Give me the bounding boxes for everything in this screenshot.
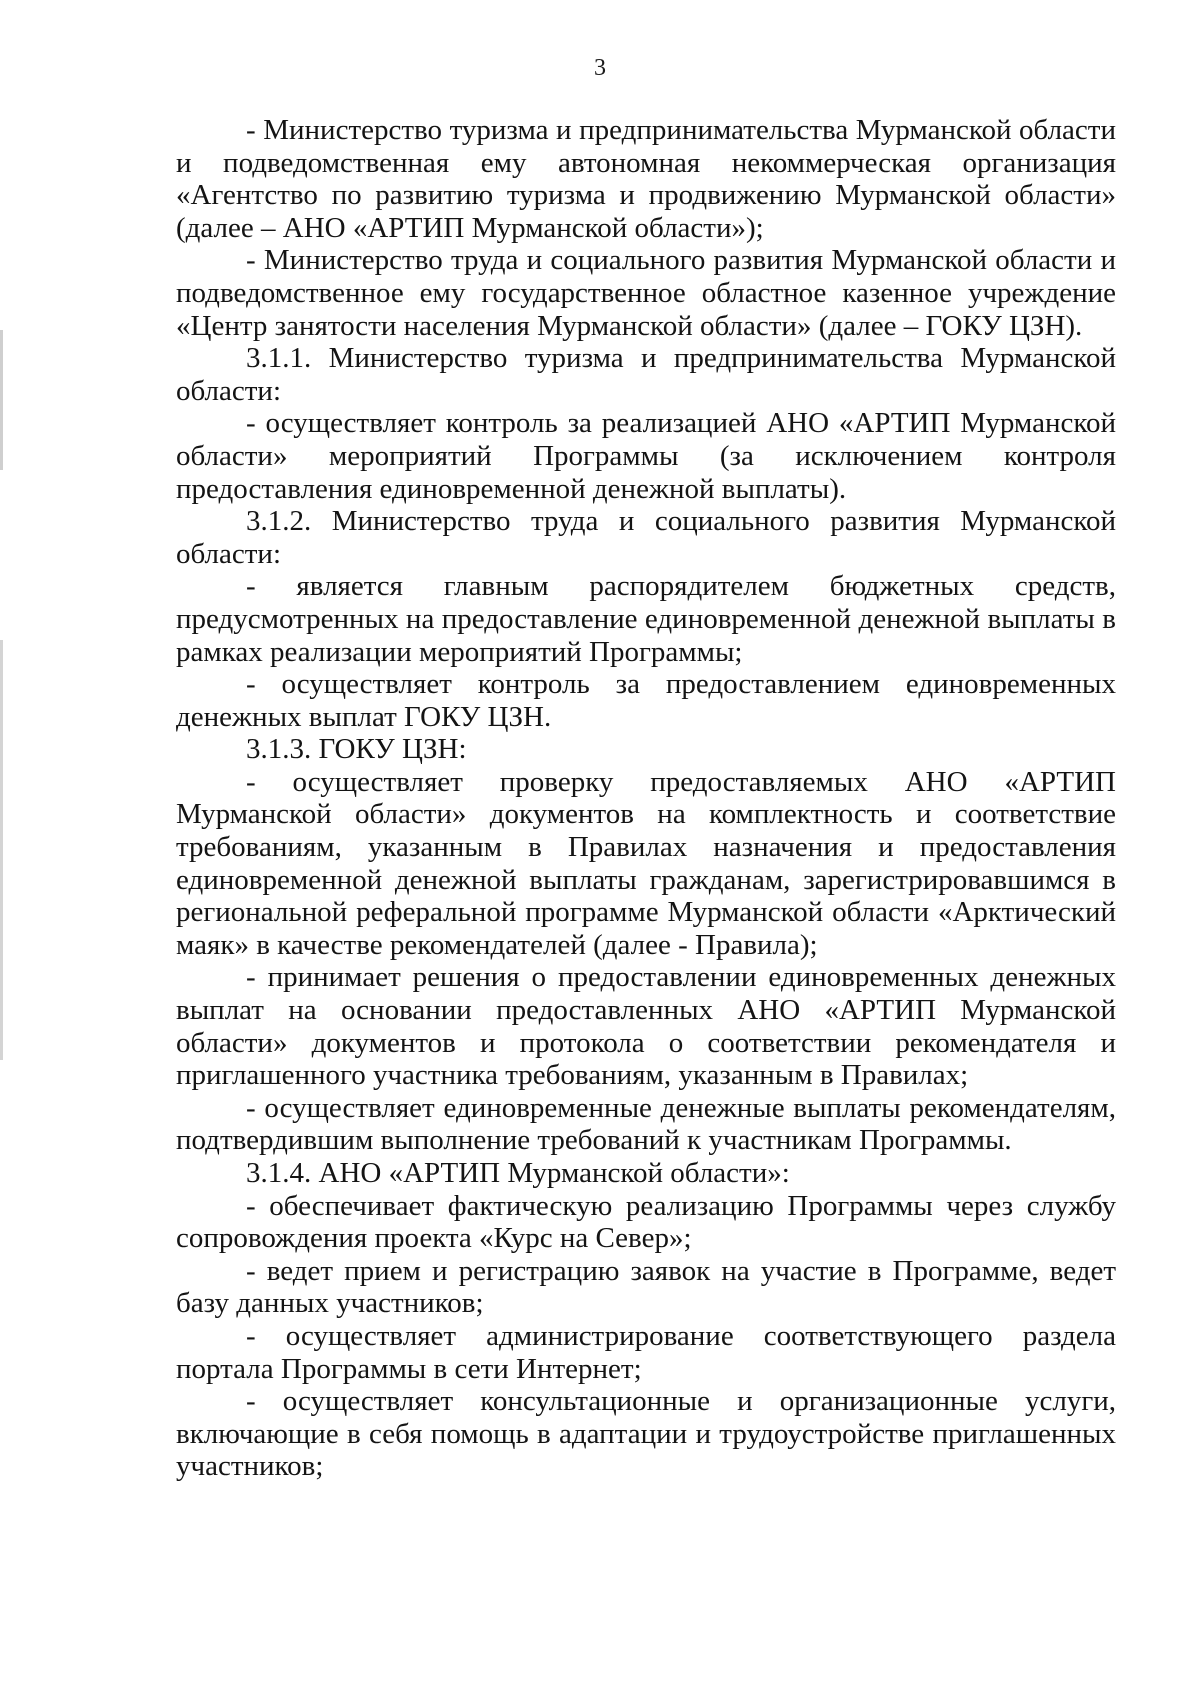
document-body (176, 114, 1116, 1483)
paragraph: - Министерство труда и социального развития Мурманской области и подведомственное ему государственное областное казенное учреждение «Центр занятости населения Мурманской области» (далее – ГОКУ ЦЗН). (176, 244, 1116, 342)
page-number: 3 (594, 55, 606, 81)
paragraph: - осуществляет проверку предоставляемых АНО «АРТИП Мурманской области» документов на комплектность и соответствие требованиям, указанным в Правилах назначения и предоставления единовременной денежной выплаты гражданам, зарегистрировавшимся в региональной реферальной программе Мурманской области «Арктический маяк» в качестве рекомендателей (далее - Правила); (176, 765, 1116, 961)
section-heading: 3.1.2. Министерство труда и социального развития Мурманской области: (176, 505, 1116, 570)
paragraph: - осуществляет единовременные денежные выплаты рекомендателям, подтвердившим выполнение требований к участникам Программы. (176, 1091, 1116, 1157)
paragraph: - Министерство туризма и предпринимательства Мурманской области и подведомственная ему автономная некоммерческая организация «Агентство по развитию туризма и продвижению Мурманской области» (далее – АНО «АРТИП Мурманской области»); (176, 114, 1116, 244)
paragraph: - обеспечивает фактическую реализацию Программы через службу сопровождения проекта «Курс на Север»; (176, 1189, 1116, 1255)
scan-edge-shadow (0, 0, 3, 1698)
paragraph: - осуществляет контроль за предоставлением единовременных денежных выплат ГОКУ ЦЗН. (176, 668, 1116, 733)
paragraph: - осуществляет консультационные и организационные услуги, включающие в себя помощь в адаптации и трудоустройстве приглашенных участников; (176, 1385, 1116, 1483)
section-heading: 3.1.4. АНО «АРТИП Мурманской области»: (246, 1157, 790, 1189)
paragraph: - осуществляет контроль за реализацией АНО «АРТИП Мурманской области» мероприятий Программы (за исключением контроля предоставления единовременной денежной выплаты). (176, 407, 1116, 505)
section-heading: 3.1.1. Министерство туризма и предпринимательства Мурманской области: (176, 342, 1116, 407)
paragraph: - является главным распорядителем бюджетных средств, предусмотренных на предоставление единовременной денежной выплаты в рамках реализации мероприятий Программы; (176, 570, 1116, 668)
paragraph: - ведет прием и регистрацию заявок на участие в Программе, ведет базу данных участников; (176, 1254, 1116, 1320)
paragraph: - осуществляет администрирование соответствующего раздела портала Программы в сети Интернет; (176, 1319, 1116, 1385)
section-heading: 3.1.3. ГОКУ ЦЗН: (246, 733, 467, 766)
paragraph: - принимает решения о предоставлении единовременных денежных выплат на основании предоставленных АНО «АРТИП Мурманской области» документов и протокола о соответствии рекомендателя и приглашенного участника требованиям, указанным в Правилах; (176, 961, 1116, 1092)
